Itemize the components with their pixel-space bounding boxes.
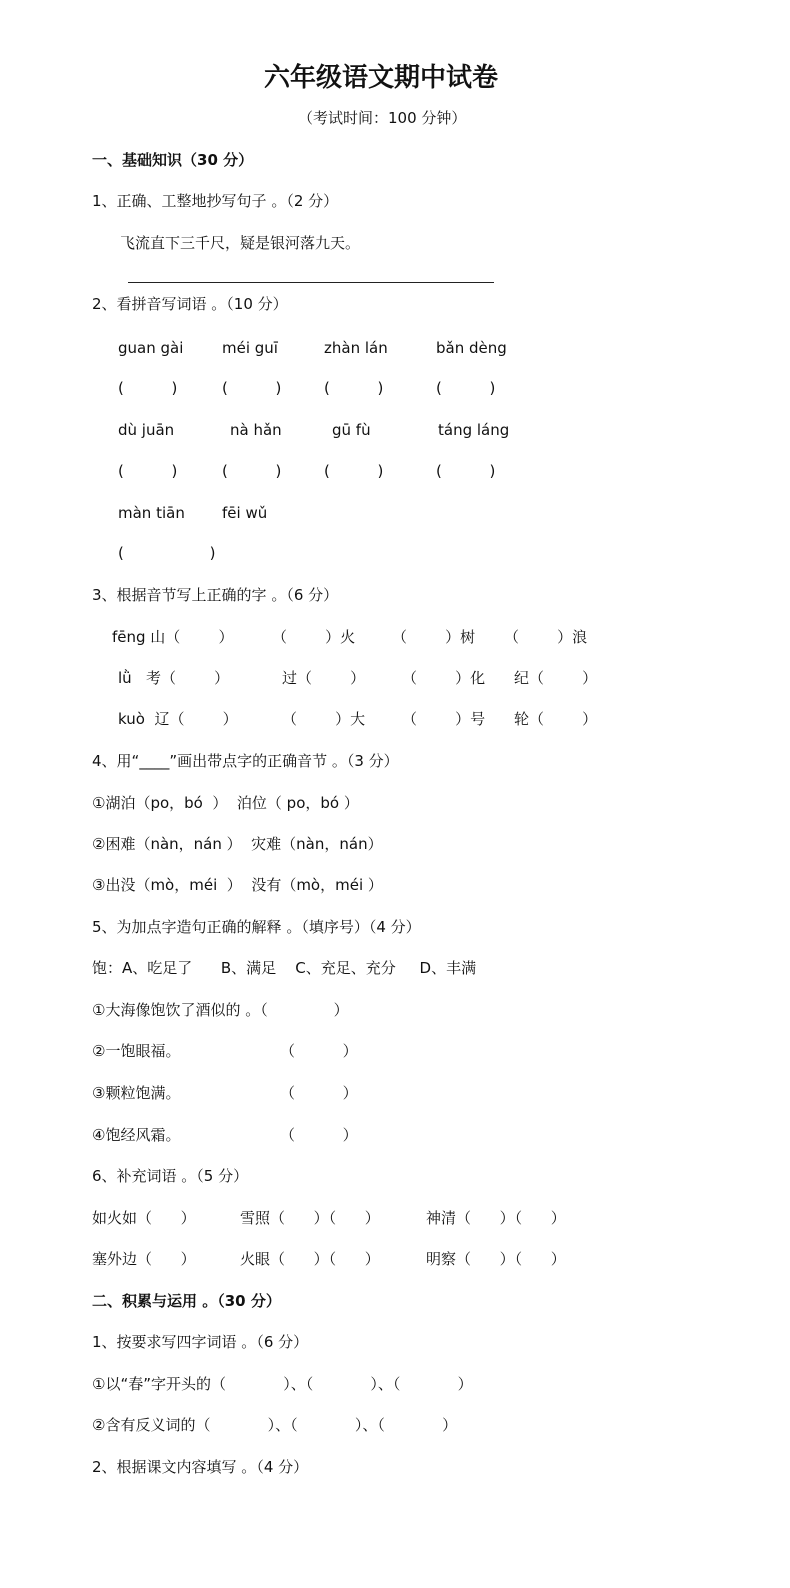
answer-blank[interactable]: ( ): [436, 379, 496, 397]
four-char-word-item[interactable]: ②含有反义词的（ ）、（ ）、（ ）: [92, 1416, 458, 1434]
idiom-blank[interactable]: 塞外边（ ）: [92, 1250, 196, 1268]
answer-blank[interactable]: ( ): [324, 379, 384, 397]
pinyin-word: fēi wǔ: [222, 504, 268, 522]
answer-blank[interactable]: ( ): [222, 379, 282, 397]
question-prompt: 2、看拼音写词语 。（10 分）: [92, 295, 288, 313]
answer-blank[interactable]: （ ）: [280, 1126, 358, 1144]
char-blank[interactable]: （ ）号: [402, 710, 486, 728]
question-prompt: 5、为加点字造句正确的解释 。（填序号）（4 分）: [92, 918, 421, 936]
idiom-blank[interactable]: 火眼（ ）（ ）: [240, 1250, 380, 1268]
char-blank[interactable]: 轮（ ）: [514, 710, 598, 728]
copy-sentence: 飞流直下三千尺，疑是银河落九天。: [120, 234, 361, 252]
pinyin-word: méi guī: [222, 339, 278, 357]
char-blank[interactable]: （ ）树: [392, 628, 476, 646]
question-prompt: 2、根据课文内容填写 。（4 分）: [92, 1458, 309, 1476]
section-heading: 一、基础知识（30 分）: [92, 151, 254, 169]
char-blank[interactable]: （ ）浪: [504, 628, 588, 646]
question-prompt: 1、按要求写四字词语 。（6 分）: [92, 1333, 309, 1351]
section-heading: 二、积累与运用 。（30 分）: [92, 1292, 281, 1310]
pinyin-word: màn tiān: [118, 504, 185, 522]
answer-blank[interactable]: ( ): [222, 462, 282, 480]
answer-blank[interactable]: ）: [286, 1001, 349, 1019]
answer-blank[interactable]: ( ): [118, 379, 178, 397]
pinyin-word: zhàn lán: [324, 339, 388, 357]
answer-blank[interactable]: ( ): [436, 462, 496, 480]
question-prompt: 6、补充词语 。（5 分）: [92, 1167, 249, 1185]
pinyin-word: gū fù: [332, 421, 371, 439]
pinyin-choice-item[interactable]: ②困难（nàn，nán ） 灾难（nàn，nán）: [92, 835, 383, 853]
idiom-blank[interactable]: 神清（ ）（ ）: [426, 1209, 566, 1227]
question-prompt: 3、根据音节写上正确的字 。（6 分）: [92, 586, 339, 604]
exam-time-note: （考试时间：100 分钟）: [298, 109, 467, 127]
question-prompt: 4、用“____”画出带点字的正确音节 。（3 分）: [92, 752, 399, 770]
sentence-item: ③颗粒饱满。: [92, 1084, 181, 1102]
answer-blank[interactable]: ( ): [118, 462, 178, 480]
idiom-blank[interactable]: 如火如（ ）: [92, 1209, 196, 1227]
char-blank[interactable]: fēng 山（ ）: [112, 628, 234, 646]
pinyin-word: dù juān: [118, 421, 175, 439]
writing-line[interactable]: [128, 282, 494, 283]
pinyin-word: guan gài: [118, 339, 184, 357]
char-blank[interactable]: 过（ ）: [282, 669, 366, 687]
char-blank[interactable]: （ ）火: [272, 628, 356, 646]
page-title: 六年级语文期中试卷: [264, 63, 499, 93]
answer-blank[interactable]: （ ）: [280, 1084, 358, 1102]
sentence-item: ④饱经风霜。: [92, 1126, 181, 1144]
char-blank[interactable]: kuò 辽（ ）: [118, 710, 238, 728]
answer-blank[interactable]: ( ): [324, 462, 384, 480]
question-prompt: 1、正确、工整地抄写句子 。（2 分）: [92, 192, 339, 210]
pinyin-word: táng láng: [438, 421, 510, 439]
answer-blank[interactable]: （ ）: [280, 1042, 358, 1060]
char-blank[interactable]: （ ）大: [282, 710, 366, 728]
char-blank[interactable]: lǜ 考（ ）: [118, 669, 230, 687]
idiom-blank[interactable]: 雪照（ ）（ ）: [240, 1209, 380, 1227]
answer-blank-wide[interactable]: ( ): [118, 544, 216, 562]
four-char-word-item[interactable]: ①以“春”字开头的（ ）、（ ）、（ ）: [92, 1375, 473, 1393]
sentence-item: ②一饱眼福。: [92, 1042, 181, 1060]
pinyin-choice-item[interactable]: ①湖泊（po，bó ） 泊位（ po，bó ）: [92, 794, 359, 812]
definition-options: 饱：A、吃足了 B、满足 C、充足、充分 D、丰满: [92, 959, 477, 977]
pinyin-word: bǎn dèng: [436, 339, 507, 357]
char-blank[interactable]: 纪（ ）: [514, 669, 598, 687]
pinyin-word: nà hǎn: [230, 421, 282, 439]
char-blank[interactable]: （ ）化: [402, 669, 486, 687]
sentence-item: ①大海像饱饮了酒似的 。（: [92, 1001, 268, 1019]
idiom-blank[interactable]: 明察（ ）（ ）: [426, 1250, 566, 1268]
pinyin-choice-item[interactable]: ③出没（mò，méi ） 没有（mò，méi ）: [92, 876, 383, 894]
